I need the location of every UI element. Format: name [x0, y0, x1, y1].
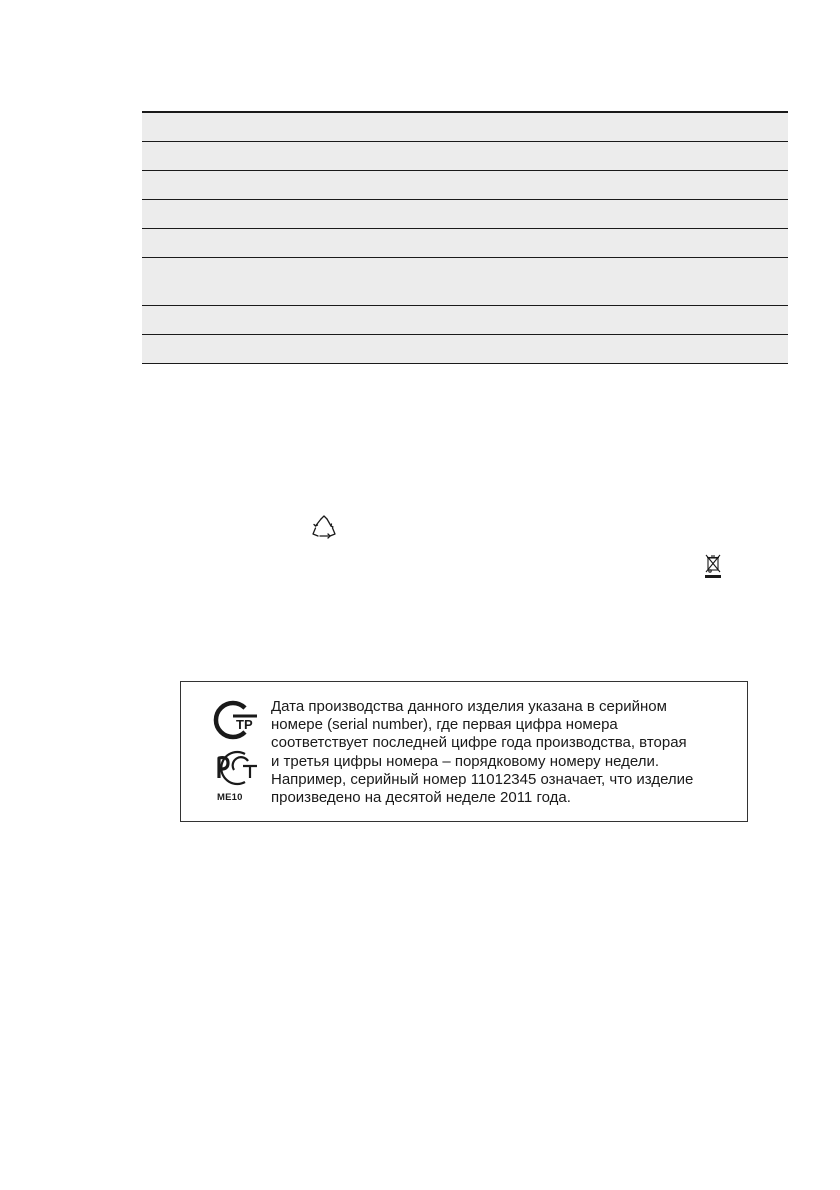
table-row [142, 258, 788, 306]
table-row [142, 229, 788, 258]
table-row [142, 171, 788, 200]
cert-line: произведено на десятой неделе 2011 года. [271, 789, 571, 807]
svg-text:ТР: ТР [236, 717, 253, 732]
table-row [142, 306, 788, 335]
certification-logos [203, 700, 263, 810]
cert-line: номере (serial number), где первая цифра номера [271, 716, 618, 734]
certification-text [271, 698, 741, 807]
cert-line: Например, серийный номер 11012345 означает, что изделие [271, 770, 694, 788]
table-row [142, 142, 788, 171]
certification-box [180, 681, 748, 822]
certification-code: ME10 [217, 792, 243, 803]
cert-line: Дата производства данного изделия указана в серийном [271, 698, 667, 715]
table-row [142, 113, 788, 142]
table-row [142, 335, 788, 364]
cert-line: соответствует последней цифре года производства, вторая [271, 734, 687, 752]
gost-r-mark-icon [207, 748, 259, 788]
weee-icon [703, 553, 723, 579]
eac-tr-mark-icon [205, 700, 261, 740]
cert-line: и третья цифры номера – порядковому номеру недели. [271, 752, 660, 770]
recycle-icon [311, 514, 337, 540]
table-row [142, 200, 788, 229]
spec-table [142, 111, 788, 364]
